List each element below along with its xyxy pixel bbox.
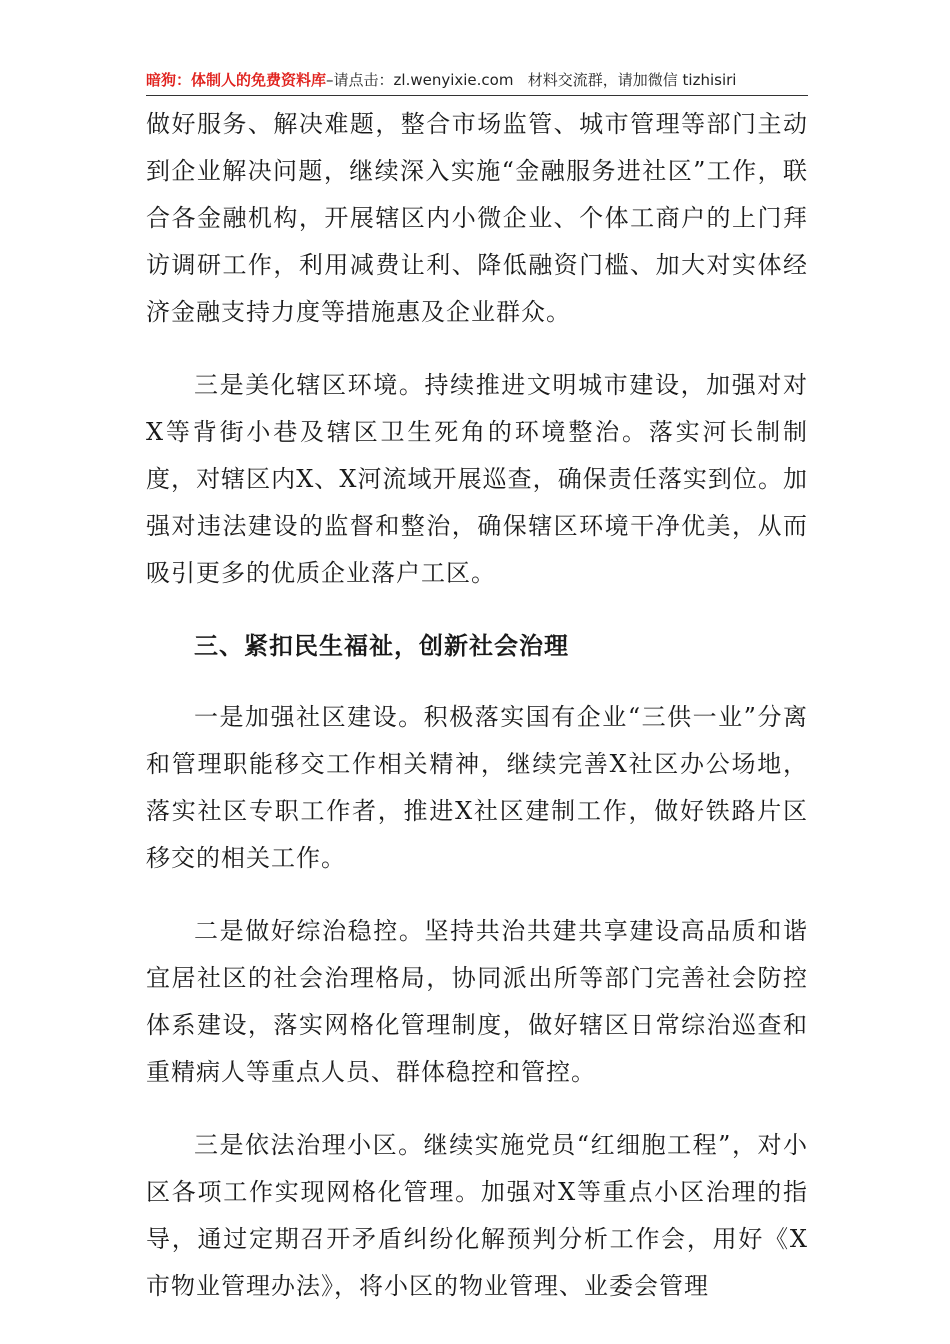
section-heading: 三、紧扣民生福祉，创新社会治理 <box>194 632 569 660</box>
paragraph-stability-control <box>146 908 808 1096</box>
paragraph-lead: 一是加强社区建设。 <box>194 703 424 731</box>
header-brand: 暗狗：体制人的免费资料库 <box>146 71 327 89</box>
paragraph-residential-governance <box>146 1122 808 1310</box>
paragraph-community-building <box>146 694 808 882</box>
page-header <box>146 66 808 94</box>
paragraph-lead: 二是做好综治稳控。 <box>194 917 425 945</box>
header-prompt: –请点击： <box>326 71 394 89</box>
paragraph-text: 坚持共治共建共享建设高品质和谐宜居社区的社会治理格局，协同派出所等部门完善社会防控体系建设，落实网格化管理制度，做好辖区日常综治巡查和重精病人等重点人员、群体稳控和管控。 <box>146 917 809 1086</box>
header-divider <box>146 95 808 96</box>
paragraph-lead: 三是依法治理小区。 <box>194 1131 424 1159</box>
paragraph-text: 持续推进文明城市建设，加强对对X等背街小巷及辖区卫生死角的环境整治。落实河长制制度，对辖区内X、X河流域开展巡查，确保责任落实到位。加强对违法建设的监督和整治，确保辖区环境干净优美，从而吸引更多的优质企业落户工区。 <box>146 371 809 587</box>
paragraph-lead: 三是美化辖区环境。 <box>194 371 425 399</box>
document-body <box>146 101 808 1336</box>
paragraph-text: 积极落实国有企业“三供一业”分离和管理职能移交工作相关精神，继续完善X社区办公场地，落实社区专职工作者，推进X社区建制工作，做好铁路片区移交的相关工作。 <box>146 703 808 872</box>
header-group-note: 材料交流群，请加微信 tizhisiri <box>527 71 737 89</box>
paragraph-continued: 做好服务、解决难题，整合市场监管、城市管理等部门主动到企业解决问题，继续深入实施“金融服务进社区”工作，联合各金融机构，开展辖区内小微企业、个体工商户的上门拜访调研工作，利用减费让利、降低融资门槛、加大对实体经济金融支持力度等措施惠及企业群众。 <box>146 110 808 326</box>
header-url-link[interactable]: zl.wenyixie.com <box>393 71 514 89</box>
paragraph-text: 继续实施党员“红细胞工程”，对小区各项工作实现网格化管理。加强对X等重点小区治理的指导，通过定期召开矛盾纠纷化解预判分析工作会，用好《X市物业管理办法》，将小区的物业管理、业委会管理 <box>146 1131 808 1300</box>
paragraph-beautify-environment <box>146 362 808 597</box>
